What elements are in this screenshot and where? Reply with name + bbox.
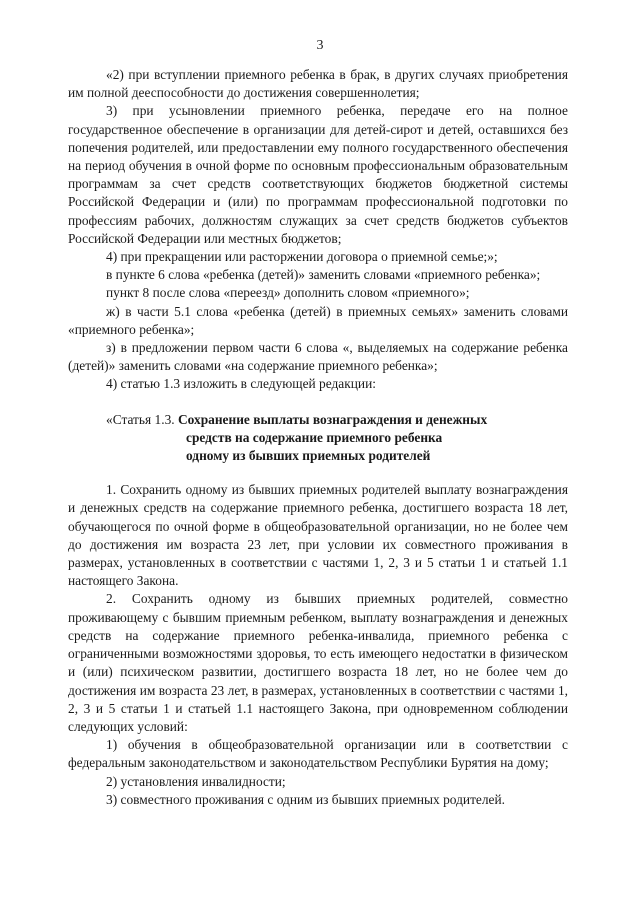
page-number: 3 bbox=[316, 38, 324, 53]
paragraph-subitem-zh: ж) в части 5.1 слова «ребенка (детей) в приемных семьях» заменить словами «приемного ребенка»; bbox=[68, 303, 568, 337]
paragraph-subitem-z: з) в предложении первом части 6 слова «, выделяемых на содержание ребенка (детей)» заменить словами «на содержание приемного ребенка»; bbox=[68, 340, 568, 374]
paragraph-item-4-termination: 4) при прекращении или расторжении договора о приемной семье;»; bbox=[106, 249, 498, 265]
paragraph-item-2-adult: «2) при вступлении приемного ребенка в брак, в других случаях приобретения им полной дееспособности до достижения совершеннолетия; bbox=[68, 67, 568, 101]
paragraph-article-1-3-intro: 4) статью 1.3 изложить в следующей редакции: bbox=[106, 376, 376, 392]
paragraph-condition-3: 3) совместного проживания с одним из бывших приемных родителей. bbox=[106, 791, 506, 807]
article-title-line-3: одному из бывших приемных родителей bbox=[186, 448, 431, 464]
paragraph-condition-1: 1) обучения в общеобразовательной организации или в соответствии с федеральным законодательством и законодательством Республики Бурятия на дому; bbox=[68, 737, 568, 771]
paragraph-condition-2: 2) установления инвалидности; bbox=[106, 773, 286, 789]
paragraph-article-part-2: 2. Сохранить одному из бывших приемных родителей, совместно проживающему с бывшим приемным ребенком, выплату вознаграждения и денежных средств на содержание приемного ребенка-инвалида, приемного ребенка с ограниченными возможностями здоровья, то есть имеющего недостатки в физическом и (или) психическом развитии, достигшего возраста 18 лет, но не более чем до достижения им возраста 23 лет, в размерах, установленных в соответствии с частями 1, 2, 3 и 5 статьи 1 и статьей 1.1 настоящего Закона, при одновременном соблюдении следующих условий: bbox=[68, 591, 568, 734]
paragraph-point-8-amendment: пункт 8 после слова «переезд» дополнить словом «приемного»; bbox=[106, 285, 470, 301]
article-prefix: «Статья 1.3. bbox=[106, 411, 178, 427]
article-heading bbox=[68, 411, 568, 466]
paragraph-point-6-amendment: в пункте 6 слова «ребенка (детей)» заменить словами «приемного ребенка»; bbox=[106, 267, 541, 283]
article-title-line-2: средств на содержание приемного ребенка bbox=[186, 429, 443, 445]
paragraph-item-3-adoption: 3) при усыновлении приемного ребенка, передаче его на полное государственное обеспечение в организации для детей-сирот и детей, оставшихся без попечения родителей, или предоставлении ему полного государственного обеспечения на период обучения в очной форме по основным профессиональным образовательным программам за счет средств соответствующих бюджетов бюджетной системы Российской Федерации и (или) по программам профессиональной подготовки по профессиям рабочих, должностям служащих за счет средств бюджетов субъектов Российской Федерации или местных бюджетов; bbox=[68, 103, 568, 246]
article-title-line-1: Сохранение выплаты вознаграждения и денежных bbox=[177, 411, 488, 427]
paragraph-article-part-1: 1. Сохранить одному из бывших приемных родителей выплату вознаграждения и денежных средств на содержание приемного ребенка, достигшего возраста 18 лет, обучающегося по очной форме в общеобразовательной организации, но не более чем до достижения им возраста 23 лет, при условии их совместного проживания в размерах, установленных в соответствии с частями 1, 2, 3 и 5 статьи 1 и статьей 1.1 настоящего Закона. bbox=[68, 482, 568, 589]
document-body bbox=[68, 66, 568, 809]
